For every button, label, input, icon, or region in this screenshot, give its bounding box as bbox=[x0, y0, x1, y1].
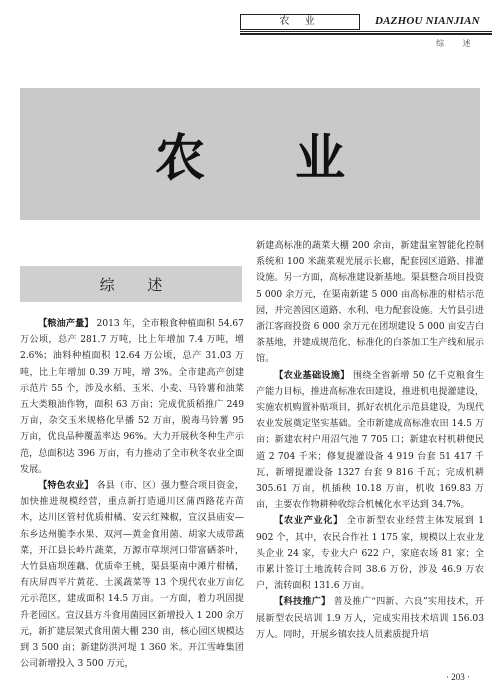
paragraph-text: 围绕全省新增 50 亿千克粮食生产能力目标，推进高标准农田建设，推进机电提灌建设，实施农机购置补贴项目，抓好农机化示范县建设，为现代农业发展奠定坚实基础。全市新建成高标准农田 14.5 万亩；新建农村户用沼气池 7 705 口；新建农村机耕便民道 2 704 千米；修复提灌设备 4 919 台套 51 417 千瓦，新增提灌设备 1327 台套 9 816 千瓦；完成机耕 305.61 万亩，机插秧 10.18 万亩，机收 169.83 万亩，主要农作物耕种收综合机械化水平达到 34.7%。 bbox=[256, 370, 484, 511]
paragraph-text: 2013 年，全市粮食种植面积 54.67 万公顷，总产 281.7 万吨，比上年增加 7.4 万吨，增 2.6%；油料种植面积 12.64 万公顷，总产 31.03 万吨，比上年增加 0.39 万吨，增 3%。全市建高产创建示范片 55 个，涉及水稻、玉米、小麦、马铃薯和油菜五大类粮油作物，面积 63 万亩；完成优质稻推广 249 万亩，杂交玉米规格化旱播 52 万亩，脱毒马铃薯 95 万亩，优良品种覆盖率达 96%。大力开展秋冬种生产示范，总面积达 396 万亩，有力推动了全市秋冬农业全面发展。 bbox=[20, 319, 244, 475]
paragraph-continued bbox=[256, 238, 484, 368]
paragraph-lead: 【农业产业化】 bbox=[274, 515, 344, 527]
section-label-box bbox=[240, 14, 360, 30]
paragraph-text: 普及推广“四新、六良”实用技术，开展新型农民培训 1.9 万人，完成实用技术培训 156.03 万人。同时，开展乡镇农技人员素质提升培 bbox=[256, 597, 484, 640]
chapter-banner bbox=[20, 88, 480, 220]
chapter-title: 农业 bbox=[155, 128, 435, 187]
section-label: 农 业 bbox=[279, 16, 321, 27]
paragraph-text: 各县（市、区）强力整合项目资金，加快推进规模经营，重点新打造通川区蒲西路花卉苗木，达川区管村优质柑橘、安云红辣椒，宣汉县庙安—东乡达州脆李水果、双河—黄金食用菌、胡家大成带蔬菜，开江县长岭片蔬菜，万源市草坝河口带富硒茶叶，大竹县庙坝莲藕、优质牵王桃，渠县渠南中滩片柑橘，有庆屏西平片黄花、土溪蔬菜等 13 个现代农业万亩亿元示范区，建成面积 14.5 万亩。一方面，着力巩固提升老园区。宣汉县方斗食用菌园区新增投入 1 200 余万元，新扩建层架式食用菌大棚 230 亩，核心园区规模达到 3 500 亩；新建防洪河堤 1 360 米。开江雪峰集团公司新增投入 3 500 万元， bbox=[20, 481, 244, 670]
paragraph-text: 全市新型农业经营主体发展到 1 902 个，其中，农民合作社 1 175 家，规模以上农业龙头企业 24 家，专业大户 622 户，家庭农场 81 家；全市累计签订土地流转合同 38.6 万份，涉及 46.9 万农户，流转面积 131.6 万亩。 bbox=[256, 516, 484, 592]
header-rule bbox=[240, 31, 492, 32]
section-heading-text: 综 述 bbox=[99, 275, 177, 294]
paragraph bbox=[256, 513, 484, 594]
paragraph-lead: 【农业基础设施】 bbox=[274, 369, 350, 381]
section-heading bbox=[20, 266, 242, 302]
paragraph bbox=[256, 368, 484, 514]
paragraph-lead: 【粮油产量】 bbox=[38, 318, 94, 329]
page-number: · 203 · bbox=[446, 672, 470, 682]
paragraph-text: 新建高标准的蔬菜大棚 200 余亩，新建温室智能化控制系统和 100 米蔬菜观光展示长廊，配套园区道路、排灌设施。另一方面，高标准建设新基地。渠县整合项目投资 5 000 余万元，在渠南新建 5 000 亩高标准的柑桔示范园，并完善园区道路、水利、电力配套设施。大竹县引进浙江客商投资 6 000 余万元在团坝建设 5 000 亩安吉白茶基地，并建成规范化、标准化的白茶加工生产线和展示馆。 bbox=[256, 241, 484, 365]
paragraph bbox=[20, 316, 244, 478]
paragraph bbox=[256, 594, 484, 643]
left-column bbox=[20, 316, 244, 672]
header-rule-thick bbox=[240, 33, 492, 35]
paragraph-lead: 【科技推广】 bbox=[274, 596, 331, 608]
right-column bbox=[256, 238, 484, 643]
subsection-label: 综 述 bbox=[436, 39, 479, 48]
paragraph-lead: 【特色农业】 bbox=[38, 480, 94, 492]
paragraph bbox=[20, 478, 244, 672]
journal-title-en: DAZHOU NIANJIAN bbox=[375, 15, 480, 27]
